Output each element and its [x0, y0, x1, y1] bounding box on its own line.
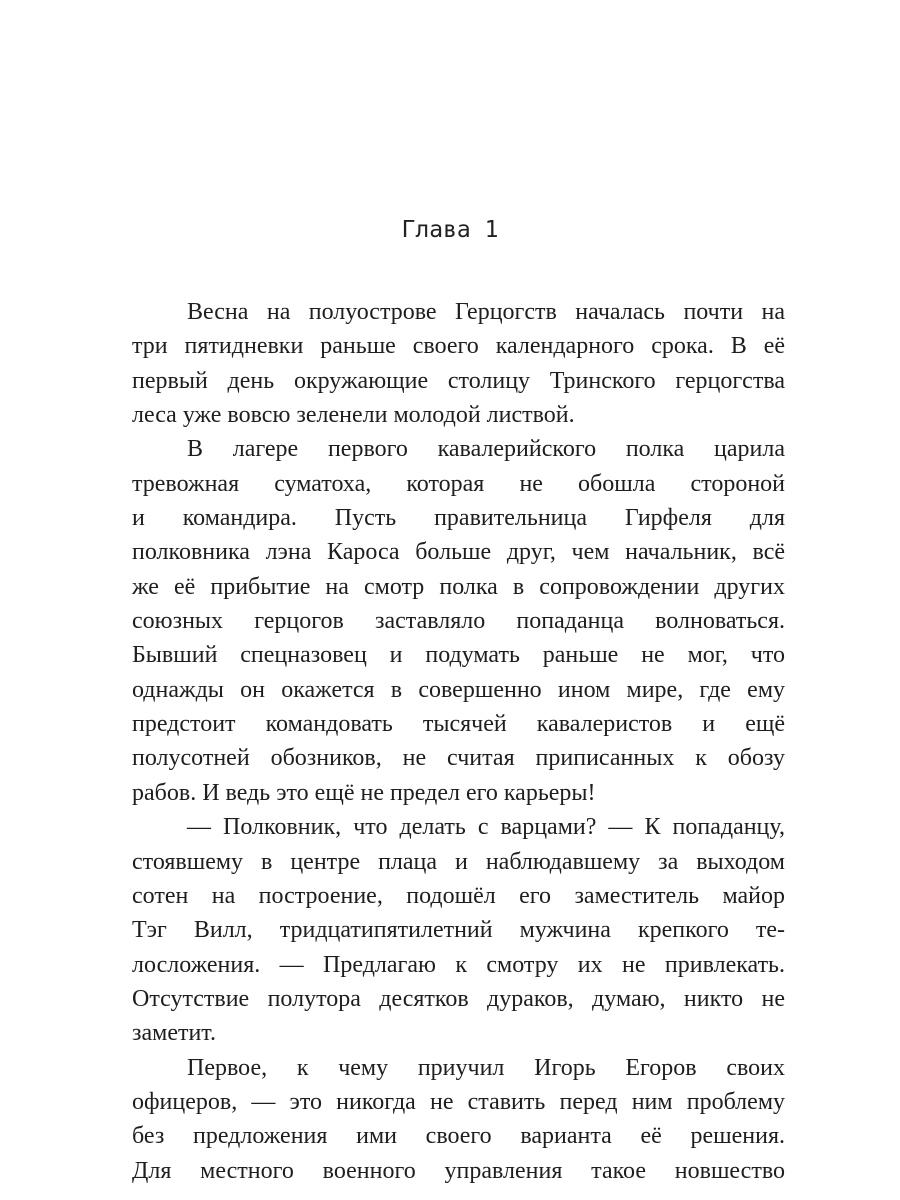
text-line: и командира. Пусть правительница Гирфеля для: [132, 505, 785, 532]
text-line: Тэг Вилл, тридцатипятилетний мужчина крепкого те-: [132, 917, 785, 944]
text-line: Первое, к чему приучил Игорь Егоров своих: [187, 1054, 785, 1081]
text-line: Бывший спецназовец и подумать раньше не мог, что: [132, 642, 785, 669]
text-line: лосложения. — Предлагаю к смотру их не привлекать.: [132, 951, 785, 978]
body-text: [132, 295, 785, 1188]
text-line: Отсутствие полутора десятков дураков, думаю, никто не: [132, 985, 785, 1012]
text-line: тревожная суматоха, которая не обошла стороной: [132, 470, 785, 497]
text-line: союзных герцогов заставляло попаданца волноваться.: [132, 608, 785, 635]
text-line: полусотней обозников, не считая приписанных к обозу: [132, 745, 785, 772]
text-line: стоявшему в центре плаца и наблюдавшему за выходом: [132, 848, 785, 875]
text-line: — Полковник, что делать с варцами? — К попаданцу,: [187, 814, 785, 841]
text-line: Весна на полуострове Герцогств началась почти на: [187, 299, 785, 325]
text-line: рабов. И ведь это ещё не предел его карьеры!: [132, 779, 596, 806]
paragraph: [132, 1051, 785, 1188]
paragraph: [132, 295, 785, 432]
chapter-title: Глава 1: [401, 217, 499, 243]
text-line: полковника лэна Кароса больше друг, чем начальник, всё: [132, 539, 785, 566]
paragraph: [132, 810, 785, 1050]
text-line: сотен на построение, подошёл его заместитель майор: [132, 882, 785, 909]
text-line: три пятидневки раньше своего календарного срока. В её: [132, 333, 785, 360]
text-line: первый день окружающие столицу Тринского герцогства: [132, 367, 785, 394]
text-line: офицеров, — это никогда не ставить перед ним проблему: [132, 1088, 785, 1115]
text-line: предстоит командовать тысячей кавалеристов и ещё: [132, 711, 785, 738]
text-line: леса уже вовсю зеленели молодой листвой.: [132, 402, 575, 429]
text-line: В лагере первого кавалерийского полка царила: [187, 436, 785, 463]
text-line: без предложения ими своего варианта её решения.: [132, 1123, 785, 1150]
text-line: Для местного военного управления такое новшество: [132, 1157, 785, 1184]
text-line: заметит.: [132, 1020, 216, 1047]
text-line: же её прибытие на смотр полка в сопровождении других: [132, 573, 785, 600]
text-line: однажды он окажется в совершенно ином мире, где ему: [132, 676, 785, 703]
paragraph: [132, 432, 785, 810]
